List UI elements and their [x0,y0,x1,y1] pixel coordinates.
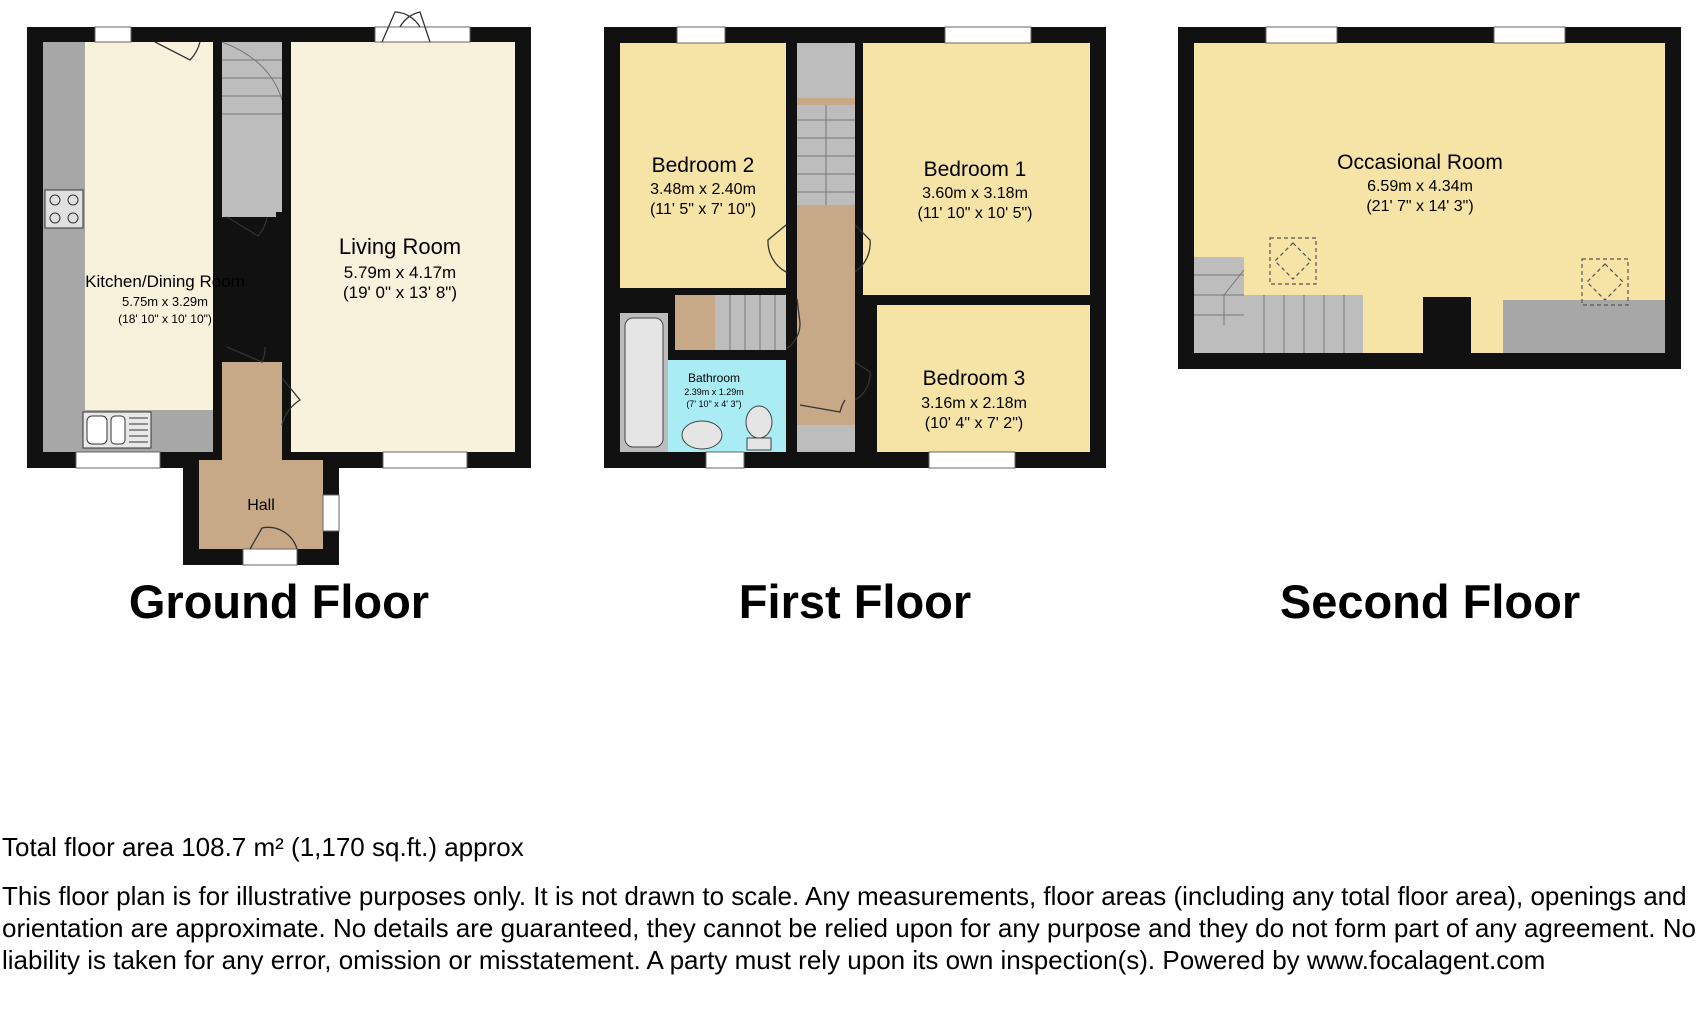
toilet-cistern-icon [747,438,771,450]
total-floor-area: Total floor area 108.7 m² (1,170 sq.ft.) approx [2,832,524,862]
sink-bowl-icon [87,416,107,444]
room-name: Bathroom [687,371,741,385]
room-name: Hall [247,497,275,514]
room-metric: 3.60m x 3.18m [922,185,1028,202]
room-imperial: (11' 5" x 7' 10") [649,201,757,218]
hall-floor [222,362,282,460]
room-imperial: (7' 10" x 4' 3") [686,399,742,409]
ground-floor-plan [27,12,531,565]
first-floor-title: First Floor [738,575,972,628]
partition-wall [213,362,222,460]
bath-icon [625,318,663,447]
room-metric: 2.39m x 1.29m [684,387,744,397]
room-name: Living Room [338,234,462,259]
stairwell-landing [675,295,715,350]
room-name: Bedroom 2 [651,154,755,177]
room-metric: 5.75m x 3.29m [122,294,208,309]
ground-stairs [222,42,282,217]
room-metric: 3.48m x 2.40m [650,181,756,198]
room-imperial: (10' 4" x 7' 2") [924,415,1024,432]
chimney-breast [1423,297,1471,353]
hob-icon [45,190,83,228]
eaves-storage [1503,300,1665,353]
room-imperial: (19' 0" x 13' 8") [342,283,458,302]
room-name: Bedroom 1 [923,158,1027,181]
landing-floor [797,43,855,452]
partition-wall [213,42,222,222]
room-imperial: (18' 10" x 10' 10") [118,312,212,326]
room-name: Occasional Room [1337,151,1503,174]
room-metric: 5.79m x 4.17m [343,263,457,282]
partition-wall [282,362,291,460]
airing-cupboard [797,425,855,452]
second-stairs [1194,257,1244,353]
room-name: Kitchen/Dining Room [85,272,245,291]
toilet-icon [746,406,772,438]
room-imperial: (11' 10" x 10' 5") [917,205,1033,222]
room-metric: 3.16m x 2.18m [921,395,1027,412]
cupboard [797,43,855,98]
second-floor-title: Second Floor [1279,575,1581,628]
kitchen-worktop-left [43,42,85,452]
disclaimer-text: This floor plan is for illustrative purposes only. It is not drawn to scale. Any measurements, floor areas (including any total floor area), openings and orientation are approximate. No details are guaranteed, they cannot be relied upon for any purpose and they do not form part of any agreement. No liability is taken for any error, omission or misstatement. A party must rely upon its own inspection(s). Powered by www.focalagent.com [2,881,1696,975]
first-floor-plan [604,27,1106,468]
basin-icon [682,421,722,449]
hall-floor [222,452,282,460]
second-floor-plan [1178,27,1681,369]
room-name: Bedroom 3 [922,367,1026,390]
sink-bowl-icon [111,416,125,444]
partition-wall [213,217,285,224]
ground-floor-title: Ground Floor [128,575,430,628]
room-metric: 6.59m x 4.34m [1367,178,1473,195]
room-imperial: (21' 7" x 14' 3") [1366,198,1474,215]
